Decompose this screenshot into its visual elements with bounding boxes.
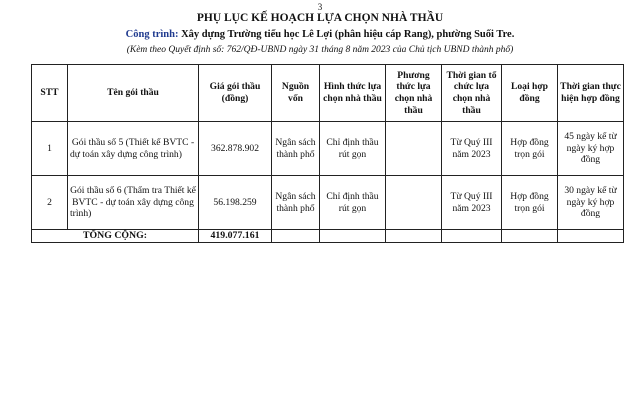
- row-contract-type: Hợp đồng trọn gói: [502, 176, 558, 230]
- table-row: [32, 176, 624, 230]
- total-empty-cell: [558, 230, 624, 243]
- table-row: [32, 122, 624, 176]
- project-label: Công trình:: [125, 29, 179, 40]
- row-contract-duration: 30 ngày kể từ ngày ký hợp đồng: [558, 176, 624, 230]
- total-label: TỔNG CỘNG:: [32, 230, 199, 243]
- row-selection-form: Chỉ định thầu rút gọn: [320, 176, 386, 230]
- row-stt: 2: [32, 176, 68, 230]
- header-package-price: Giá gói thầu (đồng): [199, 65, 272, 122]
- header-contract-type: Loại hợp đồng: [502, 65, 558, 122]
- total-empty-cell: [502, 230, 558, 243]
- total-value: 419.077.161: [199, 230, 272, 243]
- row-package-name: Gói thầu số 5 (Thiết kế BVTC - dự toán xây dựng công trình): [68, 122, 199, 176]
- row-package-price: 56.198.259: [199, 176, 272, 230]
- total-row: [32, 230, 624, 243]
- row-stt: 1: [32, 122, 68, 176]
- row-selection-form: Chỉ định thầu rút gọn: [320, 122, 386, 176]
- header-selection-form: Hình thức lựa chọn nhà thầu: [320, 65, 386, 122]
- page-title: PHỤ LỤC KẾ HOẠCH LỰA CHỌN NHÀ THẦU: [196, 12, 444, 24]
- row-selection-time: Từ Quý III năm 2023: [442, 122, 502, 176]
- project-subtitle: [0, 29, 640, 40]
- page-number: 3: [317, 2, 323, 12]
- table-header-row: [32, 65, 624, 122]
- header-contract-duration: Thời gian thực hiện hợp đồng: [558, 65, 624, 122]
- row-selection-method: [386, 176, 442, 230]
- total-empty-cell: [320, 230, 386, 243]
- row-selection-method: [386, 122, 442, 176]
- row-fund-source: Ngân sách thành phố: [272, 176, 320, 230]
- header-selection-method: Phương thức lựa chọn nhà thầu: [386, 65, 442, 122]
- total-empty-cell: [442, 230, 502, 243]
- row-package-name: Gói thầu số 6 (Thẩm tra Thiết kế BVTC - dự toán xây dựng công trình): [68, 176, 199, 230]
- row-contract-duration: 45 ngày kể từ ngày ký hợp đồng: [558, 122, 624, 176]
- row-fund-source: Ngân sách thành phố: [272, 122, 320, 176]
- header-selection-time: Thời gian tổ chức lựa chọn nhà thầu: [442, 65, 502, 122]
- total-empty-cell: [386, 230, 442, 243]
- header-package-name: Tên gói thầu: [68, 65, 199, 122]
- decision-note: (Kèm theo Quyết định số: 762/QĐ-UBND ngày 31 tháng 8 năm 2023 của Chủ tịch UBND thành phố): [126, 45, 514, 55]
- header-fund-source: Nguồn vốn: [272, 65, 320, 122]
- header-stt: STT: [32, 65, 68, 122]
- project-name: Xây dựng Trường tiểu học Lê Lợi (phân hiệu cáp Rang), phường Suối Tre.: [181, 29, 515, 40]
- bidding-plan-table: [31, 64, 624, 243]
- row-selection-time: Từ Quý III năm 2023: [442, 176, 502, 230]
- total-empty-cell: [272, 230, 320, 243]
- row-contract-type: Hợp đồng trọn gói: [502, 122, 558, 176]
- row-package-price: 362.878.902: [199, 122, 272, 176]
